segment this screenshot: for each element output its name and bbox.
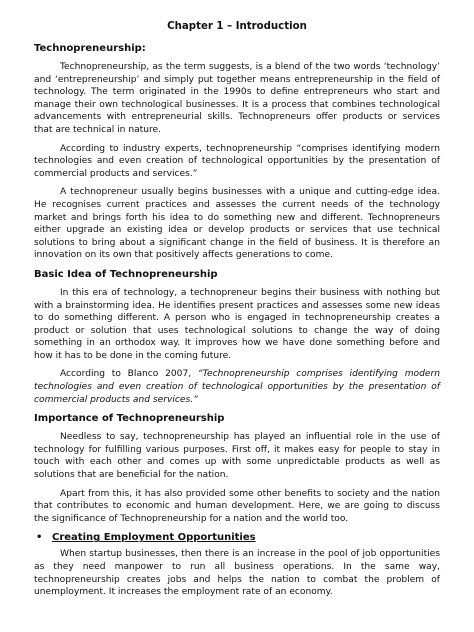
paragraph: When startup businesses, then there is an increase in the pool of job opportunities as they need manpower to run all business operations. In the same way, technopreneurship creates jobs and helps the nation to combat the problem of unemployment. It increases the employment rate of an economy. [34, 549, 440, 598]
paragraph: Apart from this, it has also provided some other benefits to society and the nation that contributes to economic and human development. Here, we are going to discuss the significance of Technopreneurship for a nation and the world too. [34, 488, 440, 524]
quote-prefix: According to Blanco 2007, [60, 369, 198, 380]
paragraph: In this era of technology, a technopreneur begins their business with nothing but with a brainstorming idea. He identifies present practices and assesses some new ideas to do something different. A person who is engaged in technopreneurship creates a product or solution that uses technological solutions to change the way of doing something in an orthodox way. It improves how we have done something before and how it has to be done in the coming future. [34, 287, 440, 361]
section-heading-basic-idea: Basic Idea of Technopreneurship [34, 268, 218, 280]
paragraph-quote [34, 368, 440, 406]
paragraph: Needless to say, technopreneurship has played an influential role in the use of technology for fulfilling various purposes. First off, it makes easy for people to stay in touch with each other and comes up with some unpredictable products as well as solutions that are beneficial for the nation. [34, 432, 440, 481]
section-heading-importance: Importance of Technopreneurship [34, 413, 225, 425]
bullet-icon: • [36, 532, 43, 544]
section-heading-technopreneurship: Technopreneurship: [34, 43, 146, 54]
paragraph: Technopreneurship, as the term suggests, is a blend of the two words ‘technology’ and ‘entrepreneurship’ and simply put together means entrepreneurship in the field of technology. The term originated in the 1990s to define entrepreneurs who start and manage their own technological businesses. It is a process that combines technological advancements with entrepreneurial skills. Technopreneurs offer products or services that are technical in nature. [34, 62, 440, 135]
chapter-title: Chapter 1 – Introduction [167, 21, 307, 32]
bullet-heading-employment [34, 531, 440, 544]
paragraph: According to industry experts, technopreneurship “comprises identifying modern technologies and even creation of technological opportunities by the presentation of commercial products and services.” [34, 143, 440, 179]
paragraph: A technopreneur usually begins businesses with a unique and cutting-edge idea. He recognises current practices and assesses the current needs of the technology market and brings forth his idea to do something new and different. Technopreneurs either upgrade an existing idea or develop products or services that use technical solutions to bring about a significant change in the field of business. It is therefore an innovation on its own that positively affects generations to come. [34, 187, 440, 261]
quote-text: “Technopreneurship comprises identifying modern technologies and even creation of technological opportunities by the presentation of commercial products and services.” [34, 369, 440, 405]
bullet-heading-label: Creating Employment Opportunities [52, 532, 256, 544]
